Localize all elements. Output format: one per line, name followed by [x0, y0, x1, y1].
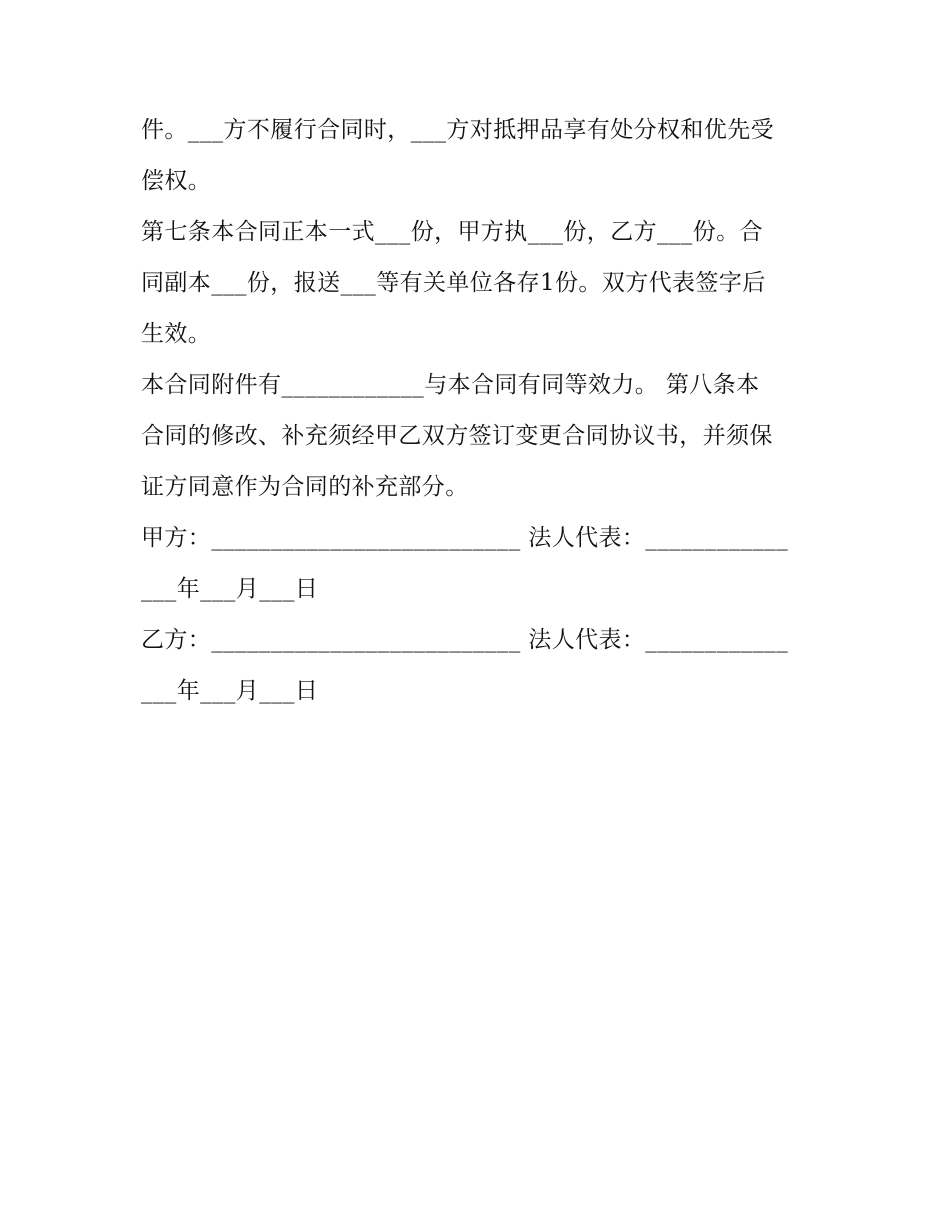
text-line: 件。___方不履行合同时，___方对抵押品享有处分权和优先受 — [141, 117, 774, 143]
party-b-signature-line: 乙方：__________________________ 法人代表：____________ — [141, 627, 789, 653]
text-line: 偿权。 — [141, 168, 212, 194]
contract-body-text — [141, 105, 821, 717]
party-b-date-line: ___年___月___日 — [141, 678, 319, 704]
text-line: 证方同意作为合同的补充部分。 — [141, 474, 469, 500]
clause-7-line: 第七条本合同正本一式___份，甲方执___份，乙方___份。合 — [141, 219, 763, 245]
text-line: 合同的修改、补充须经甲乙双方签订变更合同协议书，并须保 — [141, 423, 773, 449]
party-a-date-line: ___年___月___日 — [141, 576, 319, 602]
party-a-signature-line: 甲方：__________________________ 法人代表：____________ — [141, 525, 789, 551]
text-line: 生效。 — [141, 321, 212, 347]
text-line: 同副本___份，报送___等有关单位各存1份。双方代表签字后 — [141, 270, 766, 296]
attachment-line: 本合同附件有____________与本合同有同等效力。 第八条本 — [141, 372, 760, 398]
